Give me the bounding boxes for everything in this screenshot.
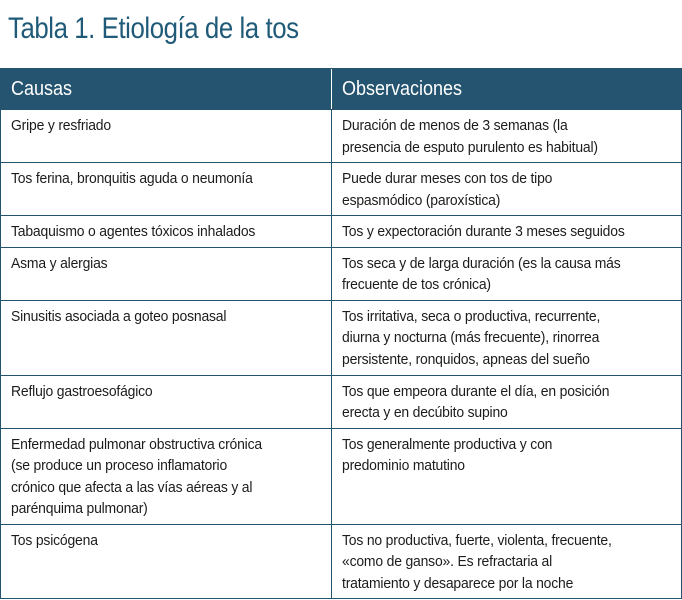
cause-cell: Reflujo gastroesofágico	[1, 375, 332, 428]
cause-cell: Tabaquismo o agentes tóxicos inhalados	[1, 216, 332, 248]
header-observaciones: Observaciones	[332, 69, 682, 110]
cause-cell: Enfermedad pulmonar obstructiva crónica (se produce un proceso inflamatorio crónico que afecta a las vías aéreas y al parénquima pulmonar)	[1, 428, 332, 524]
table-body	[1, 110, 682, 599]
cause-cell: Tos ferina, bronquitis aguda o neumonía	[1, 163, 332, 216]
table-row	[1, 247, 682, 300]
table-row	[1, 375, 682, 428]
table-row	[1, 163, 682, 216]
table-title: Tabla 1. Etiología de la tos	[8, 12, 299, 45]
observation-cell: Duración de menos de 3 semanas (la presencia de esputo purulento es habitual)	[332, 110, 682, 163]
etiology-table-container	[0, 68, 681, 599]
header-row	[1, 69, 682, 110]
cause-cell: Asma y alergias	[1, 247, 332, 300]
table-row	[1, 300, 682, 375]
observation-cell: Tos que empeora durante el día, en posición erecta y en decúbito supino	[332, 375, 682, 428]
cause-cell: Gripe y resfriado	[1, 110, 332, 163]
table-row	[1, 110, 682, 163]
observation-cell: Tos y expectoración durante 3 meses seguidos	[332, 216, 682, 248]
observation-cell: Tos seca y de larga duración (es la causa más frecuente de tos crónica)	[332, 247, 682, 300]
table-header	[1, 69, 682, 110]
etiology-table	[0, 68, 682, 599]
table-row	[1, 216, 682, 248]
cause-cell: Tos psicógena	[1, 524, 332, 599]
cause-cell: Sinusitis asociada a goteo posnasal	[1, 300, 332, 375]
observation-cell: Tos generalmente productiva y con predominio matutino	[332, 428, 682, 524]
observation-cell: Tos irritativa, seca o productiva, recurrente, diurna y nocturna (más frecuente), rinorrea persistente, ronquidos, apneas del sueño	[332, 300, 682, 375]
observation-cell: Puede durar meses con tos de tipo espasmódico (paroxística)	[332, 163, 682, 216]
table-row	[1, 524, 682, 599]
header-causas: Causas	[1, 69, 332, 110]
observation-cell: Tos no productiva, fuerte, violenta, frecuente, «como de ganso». Es refractaria al tratamiento y desaparece por la noche	[332, 524, 682, 599]
table-row	[1, 428, 682, 524]
